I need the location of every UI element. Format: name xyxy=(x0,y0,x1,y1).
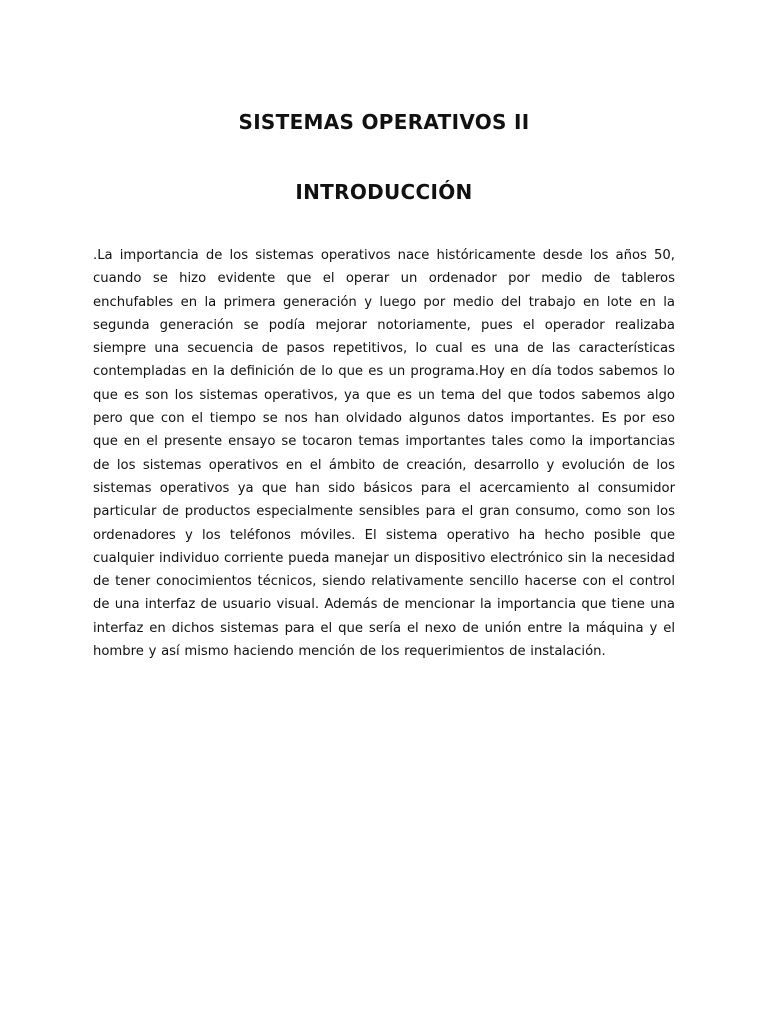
section-heading: INTRODUCCIÓN xyxy=(295,180,473,204)
document-title: SISTEMAS OPERATIVOS II xyxy=(238,110,530,134)
introduction-paragraph: .La importancia de los sistemas operativos nace históricamente desde los años 50, cuando se hizo evidente que el operar un ordenador por medio de tableros enchufables en la primera generación y luego por medio del trabajo en lote en la segunda generación se podía mejorar notoriamente, pues el operador realizaba siempre una secuencia de pasos repetitivos, lo cual es una de las características contempladas en la definición de lo que es un programa.Hoy en día todos sabemos lo que es son los sistemas operativos, ya que es un tema del que todos sabemos algo pero que con el tiempo se nos han olvidado algunos datos importantes. Es por eso que en el presente ensayo se tocaron temas importantes tales como la importancias de los sistemas operativos en el ámbito de creación, desarrollo y evolución de los sistemas operativos ya que han sido básicos para el acercamiento al consumidor particular de productos especialmente sensibles para el gran consumo, como son los ordenadores y los teléfonos móviles. El sistema operativo ha hecho posible que cualquier individuo corriente pueda manejar un dispositivo electrónico sin la necesidad de tener conocimientos técnicos, siendo relativamente sencillo hacerse con el control de una interfaz de usuario visual. Además de mencionar la importancia que tiene una interfaz en dichos sistemas para el que sería el nexo de unión entre la máquina y el hombre y así mismo haciendo mención de los requerimientos de instalación. xyxy=(93,248,675,660)
